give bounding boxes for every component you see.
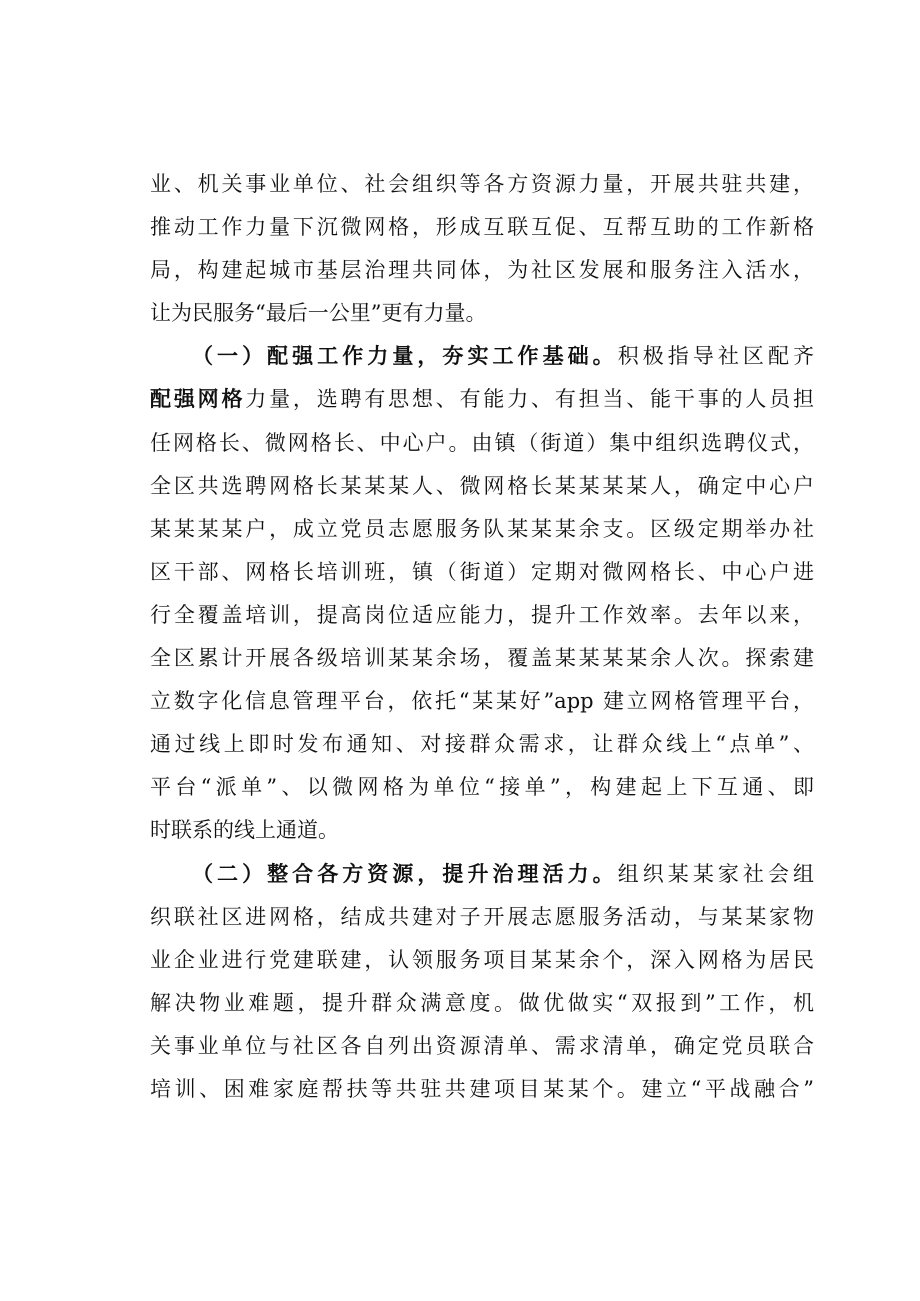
text-line: 业企业进行党建联建，认领服务项目某某余个，深入网格为居民: [150, 947, 814, 972]
text-line: 平台“派单”、以微网格为单位“接单”，构建起上下互通、即: [150, 775, 814, 800]
text-line: 某某某某户，成立党员志愿服务队某某某余支。区级定期举办社: [150, 516, 814, 541]
paragraph-section-2: [150, 853, 814, 1112]
paragraph-continuation: [150, 163, 814, 335]
text-line: [150, 853, 814, 896]
text-line: 推动工作力量下沉微网格，形成互联互促、互帮互助的工作新格: [150, 215, 814, 240]
text-line: 通过线上即时发布通知、对接群众需求，让群众线上“点单”、: [150, 732, 814, 757]
text-line: 立数字化信息管理平台，依托“某某好”app 建立网格管理平台，: [150, 689, 814, 714]
text-line: 解决物业难题，提升群众满意度。做优做实“双报到”工作，机: [150, 990, 814, 1015]
text-run: 组织某某家社会组: [617, 861, 815, 886]
paragraph-section-1: [150, 335, 814, 852]
text-line: 全区共选聘网格长某某某人、微网格长某某某某人，确定中心户: [150, 473, 814, 498]
text-line: 织联社区进网格，结成共建对子开展志愿服务活动，与某某家物: [150, 904, 814, 929]
text-line: 区干部、网格长培训班，镇（街道）定期对微网格长、中心户进: [150, 559, 814, 584]
text-line: 业、机关事业单位、社会组织等各方资源力量，开展共驻共建，: [150, 172, 814, 196]
emphasis-text: 配强网格: [150, 387, 246, 412]
text-line: 关事业单位与社区各自列出资源清单、需求清单，确定党员联合: [150, 1033, 814, 1058]
document-body: [150, 163, 814, 1111]
text-line: [150, 335, 814, 378]
text-run: 力量，选聘有思想、有能力、有担当、能干事的人员担: [245, 387, 815, 412]
text-line: 全区累计开展各级培训某某余场，覆盖某某某某余人次。探索建: [150, 646, 814, 671]
text-line: [150, 378, 814, 421]
section-heading-2: （二）整合各方资源，提升治理活力。: [192, 861, 618, 886]
text-line: 行全覆盖培训，提高岗位适应能力，提升工作效率。去年以来，: [150, 602, 814, 627]
section-heading-1: （一）配强工作力量，夯实工作基础。: [192, 344, 618, 369]
text-line: 局，构建起城市基层治理共同体，为社区发展和服务注入活水，: [150, 258, 814, 283]
text-run: 积极指导社区配齐: [617, 344, 815, 369]
text-line: 培训、困难家庭帮扶等共驻共建项目某某个。建立“平战融合”: [150, 1076, 814, 1101]
text-line: 让为民服务“最后一公里”更有力量。: [150, 301, 487, 326]
text-line: 任网格长、微网格长、中心户。由镇（街道）集中组织选聘仪式，: [150, 430, 814, 455]
text-line: 时联系的线上通道。: [150, 818, 339, 843]
